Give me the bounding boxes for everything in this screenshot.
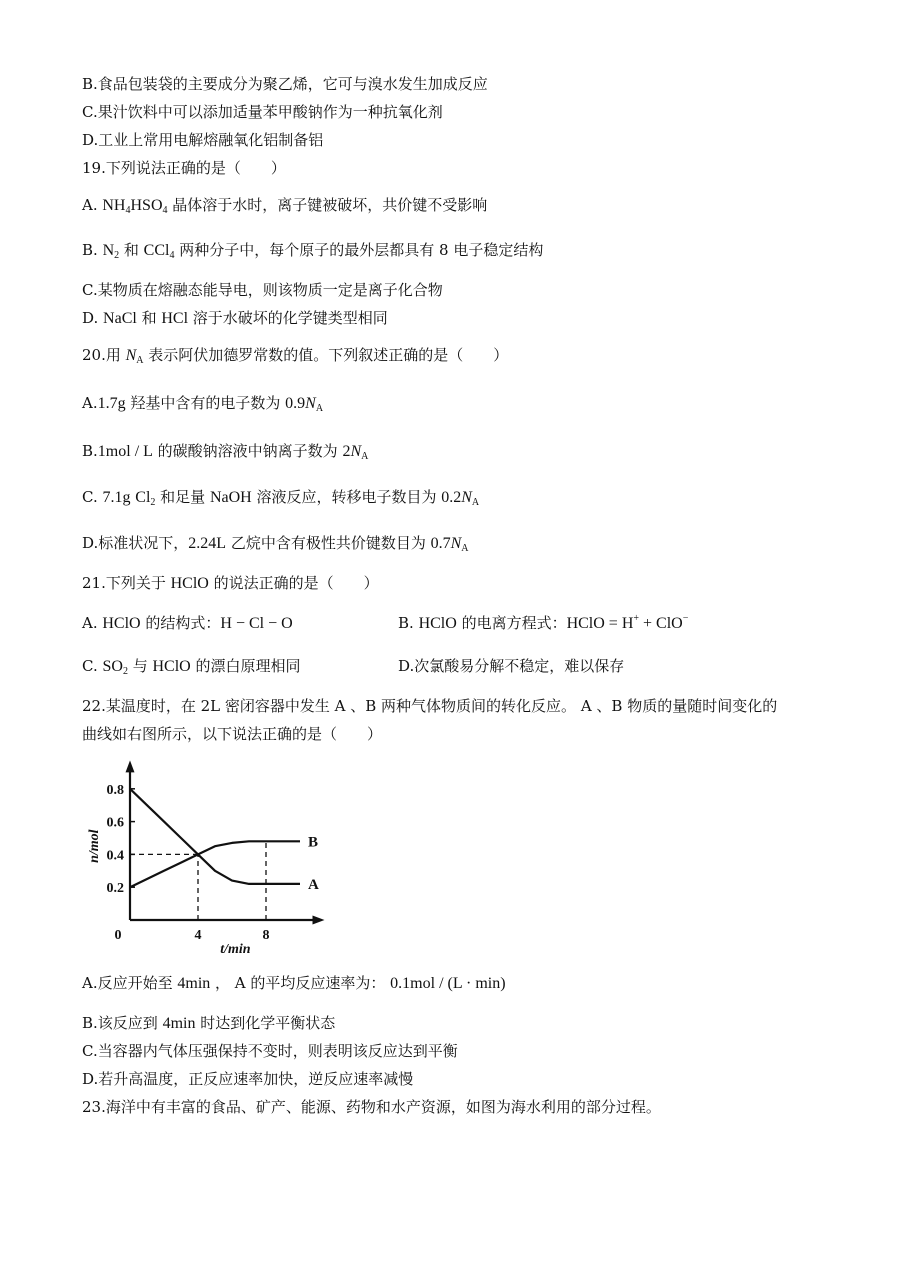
y-tick-label-0.8: 0.8 bbox=[106, 782, 124, 798]
text: 的电离方程式： bbox=[456, 614, 567, 632]
option-19-a bbox=[82, 195, 487, 216]
formula-nacl: NaCl bbox=[103, 310, 137, 327]
formula-cl2 bbox=[135, 489, 155, 506]
question-20 bbox=[82, 345, 508, 366]
formula-part: SO bbox=[102, 658, 123, 675]
option-19-b bbox=[82, 240, 543, 261]
question-23: 23.海洋中有丰富的食品、矿产、能源、药物和水产资源，如图为海水利用的部分过程。 bbox=[82, 1098, 661, 1116]
value-time: 4min bbox=[177, 975, 211, 992]
question-21 bbox=[82, 573, 379, 594]
text: 的结构式： bbox=[140, 614, 221, 632]
formula-part: N bbox=[102, 242, 115, 259]
y-tick-label-0.6: 0.6 bbox=[106, 815, 124, 831]
formula-hclo: HClO bbox=[102, 615, 141, 632]
symbol-n: N bbox=[125, 347, 137, 364]
subscript: A bbox=[136, 355, 144, 366]
y-axis-arrow bbox=[126, 760, 135, 772]
superscript: − bbox=[682, 613, 689, 624]
option-22-a bbox=[82, 973, 506, 994]
question-22-line1: 22.某温度时，在 2L 密闭容器中发生 A 、B 两种气体物质间的转化反应。 A 、B 物质的量随时间变化的 bbox=[82, 697, 778, 715]
value: 2 bbox=[342, 443, 351, 460]
value-mass: 7.1g bbox=[102, 489, 131, 506]
value-time: 4min bbox=[162, 1015, 196, 1032]
series-label-B: B bbox=[308, 834, 319, 851]
symbol-na bbox=[451, 535, 469, 552]
text: 晶体溶于水时，离子键被破坏，共价键不受影响 bbox=[167, 196, 488, 214]
option-19-d bbox=[82, 308, 388, 329]
chart bbox=[80, 760, 330, 960]
text: ， A 的平均反应速率为： bbox=[210, 974, 391, 992]
text: 乙烷中含有极性共价键数目为 bbox=[226, 534, 431, 552]
value: 0.9 bbox=[285, 395, 306, 412]
text: 和足量 bbox=[155, 488, 210, 506]
text: D. bbox=[82, 309, 104, 327]
symbol-n: N bbox=[450, 535, 462, 552]
equation-part: HClO = H bbox=[566, 615, 634, 632]
symbol-na bbox=[350, 443, 368, 460]
formula-part: NH bbox=[102, 197, 126, 214]
option-20-c bbox=[82, 487, 479, 508]
text: A.反应开始至 bbox=[82, 974, 178, 992]
structural-formula: H − Cl − O bbox=[220, 615, 293, 632]
series-line-A bbox=[130, 789, 300, 884]
formula-hcl: HCl bbox=[161, 310, 189, 327]
subscript: 4 bbox=[125, 205, 131, 216]
option-22-c: C.当容器内气体压强保持不变时，则表明该反应达到平衡 bbox=[82, 1042, 458, 1060]
text: C. bbox=[82, 488, 103, 506]
formula-hclo: HClO bbox=[152, 658, 191, 675]
text: 表示阿伏加德罗常数的值。下列叙述正确的是（ ） bbox=[143, 346, 509, 364]
y-axis-label: n/mol bbox=[87, 829, 102, 863]
formula-hclo: HClO bbox=[170, 575, 209, 592]
subscript: A bbox=[471, 497, 480, 508]
subscript: 4 bbox=[169, 250, 175, 261]
formula-so2 bbox=[102, 658, 127, 675]
text: A. bbox=[82, 614, 103, 632]
text: 的漂白原理相同 bbox=[190, 657, 301, 675]
superscript: + bbox=[633, 613, 640, 624]
symbol-na bbox=[461, 489, 479, 506]
text: D.标准状况下， bbox=[82, 534, 189, 552]
x-tick-label-4: 4 bbox=[194, 928, 202, 943]
text: 和 bbox=[119, 241, 144, 259]
text: 20.用 bbox=[82, 346, 126, 364]
option-22-d: D.若升高温度，正反应速率加快，逆反应速率减慢 bbox=[82, 1070, 414, 1088]
x-tick-label-8: 8 bbox=[262, 928, 270, 943]
subscript: 2 bbox=[150, 497, 156, 508]
text: 的说法正确的是（ ） bbox=[208, 574, 379, 592]
formula-ccl4 bbox=[144, 242, 175, 259]
option-21-a bbox=[82, 613, 293, 634]
x-tick-label-0: 0 bbox=[114, 928, 122, 943]
option-20-b bbox=[82, 441, 368, 462]
text: A. bbox=[82, 394, 98, 412]
formula-hclo: HClO bbox=[418, 615, 457, 632]
formula-part: Cl bbox=[135, 489, 151, 506]
question-19: 19.下列说法正确的是（ ） bbox=[82, 159, 286, 177]
formula-part: CCl bbox=[143, 242, 170, 259]
formula-part: HSO bbox=[130, 197, 163, 214]
text: B. bbox=[82, 241, 103, 259]
formula-naoh: NaOH bbox=[209, 489, 252, 506]
text: 羟基中含有的电子数为 bbox=[125, 394, 286, 412]
y-tick-label-0.4: 0.4 bbox=[106, 848, 124, 864]
subscript: A bbox=[461, 543, 469, 554]
y-tick-label-0.2: 0.2 bbox=[106, 881, 124, 897]
option-19-c: C.某物质在熔融态能导电，则该物质一定是离子化合物 bbox=[82, 281, 443, 299]
text: 的碳酸钠溶液中钠离子数为 bbox=[152, 442, 343, 460]
symbol-na bbox=[305, 395, 323, 412]
value-concentration: 1mol / L bbox=[97, 443, 153, 460]
option-19-prev-b: B.食品包装袋的主要成分为聚乙烯，它可与溴水发生加成反应 bbox=[82, 75, 488, 93]
value: 0.2 bbox=[441, 489, 462, 506]
option-21-d: D.次氯酸易分解不稳定，难以保存 bbox=[398, 657, 625, 675]
subscript: 4 bbox=[162, 205, 168, 216]
option-21-c bbox=[82, 656, 301, 677]
option-20-a bbox=[82, 393, 323, 414]
subscript: A bbox=[361, 451, 369, 462]
question-22-line2: 曲线如右图所示，以下说法正确的是（ ） bbox=[82, 725, 383, 743]
text: A. bbox=[82, 196, 103, 214]
text: C. bbox=[82, 657, 103, 675]
subscript: A bbox=[315, 403, 324, 414]
x-axis-arrow bbox=[313, 916, 325, 925]
text: B. bbox=[82, 442, 98, 460]
x-axis-label: t/min bbox=[220, 942, 251, 957]
text: 溶液反应，转移电子数目为 bbox=[251, 488, 442, 506]
text: 与 bbox=[127, 657, 153, 675]
symbol-na bbox=[126, 347, 144, 364]
formula-nh4hso4 bbox=[102, 197, 167, 214]
value-mass: 1.7g bbox=[97, 395, 126, 412]
symbol-n: N bbox=[350, 443, 362, 460]
value: 0.7 bbox=[430, 535, 451, 552]
formula-n2 bbox=[103, 242, 120, 259]
text: 两种分子中，每个原子的最外层都具有 8 电子稳定结构 bbox=[174, 241, 544, 259]
subscript: 2 bbox=[122, 666, 128, 677]
symbol-n: N bbox=[305, 395, 316, 412]
text: 21.下列关于 bbox=[82, 574, 171, 592]
text: B.该反应到 bbox=[82, 1014, 163, 1032]
option-22-b bbox=[82, 1013, 335, 1034]
ionization-equation bbox=[567, 615, 689, 632]
value-volume: 2.24L bbox=[188, 535, 227, 552]
text: 溶于水破坏的化学键类型相同 bbox=[188, 309, 388, 327]
option-19-prev-c: C.果汁饮料中可以添加适量苯甲酸钠作为一种抗氧化剂 bbox=[82, 103, 443, 121]
series-line-B bbox=[130, 841, 300, 887]
subscript: 2 bbox=[114, 250, 120, 261]
option-20-d bbox=[82, 533, 469, 554]
value-rate: 0.1mol / (L · min) bbox=[390, 975, 506, 992]
symbol-n: N bbox=[461, 489, 472, 506]
equation-part: + ClO bbox=[639, 615, 683, 632]
text: B. bbox=[398, 614, 419, 632]
option-21-b bbox=[398, 613, 688, 634]
text: 和 bbox=[136, 309, 162, 327]
option-19-prev-d: D.工业上常用电解熔融氧化铝制备铝 bbox=[82, 131, 324, 149]
text: 时达到化学平衡状态 bbox=[195, 1014, 336, 1032]
series-label-A: A bbox=[308, 876, 319, 893]
